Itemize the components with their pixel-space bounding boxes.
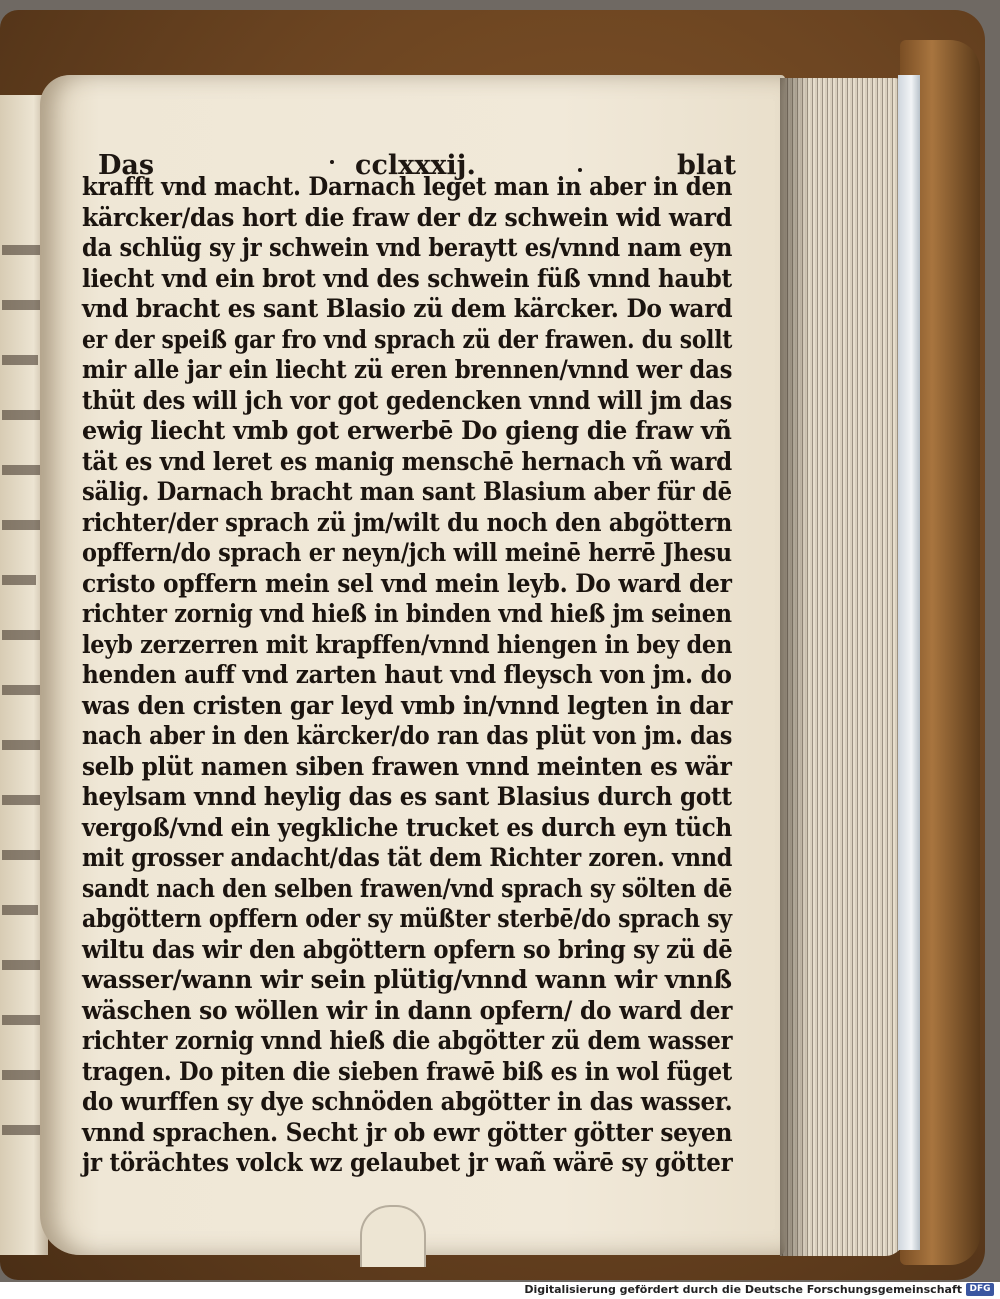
text-line: was den cristen gar leyd vmb in/vnnd legten in dar — [82, 690, 733, 720]
text-line: vnnd sprachen. Secht jr ob ewr götter götter seyen — [82, 1117, 733, 1147]
text-line: sandt nach den selben frawen/vnd sprach sy sölten dē — [82, 873, 733, 903]
text-line: nach aber in den kärcker/do ran das plüt von jm. das — [82, 721, 733, 750]
text-line: mir alle jar ein liecht zü eren brennen/vnnd wer das — [82, 355, 733, 384]
text-line: tragen. Do piten die sieben frawē biß es in wol füget — [82, 1056, 732, 1086]
text-line: krafft vnd macht. Darnach leget man in aber in den — [82, 172, 733, 201]
text-line: cristo opffern mein sel vnd mein leyb. Do ward der — [82, 568, 732, 598]
text-line: er der speiß gar fro vnd sprach zü der frawen. du sollt — [82, 324, 733, 354]
running-head-right: blat — [677, 150, 737, 181]
page-clip — [360, 1205, 426, 1267]
text-line: do wurffen sy dye schnöden abgötter in das wasser. — [82, 1087, 733, 1116]
text-line: vnd bracht es sant Blasio zü dem kärcker. Do ward — [82, 294, 733, 323]
text-line: richter zornig vnnd hieß die abgötter zü dem wasser — [82, 1026, 733, 1055]
text-line: mit grosser andacht/das tät dem Richter zoren. vnnd — [82, 843, 733, 872]
text-line: kärcker/das hort die fraw der dz schwein wid ward — [82, 202, 732, 232]
text-line: selb plüt namen siben frawen vnnd meinten es wär — [82, 751, 732, 781]
text-line: tät es vnd leret es manig menschē hernach vñ ward — [82, 446, 732, 476]
page-gutter-shadow — [780, 78, 810, 1256]
text-line: wäschen so wöllen wir in dann opfern/ do ward der — [82, 995, 733, 1025]
text-line: opffern/do sprach er neyn/jch will meinē herrē Jhesu — [82, 538, 732, 567]
running-head-left: Das — [98, 150, 155, 181]
text-line: heylsam vnnd heylig das es sant Blasius durch gott — [82, 782, 732, 811]
text-line: wiltu das wir den abgöttern opfern so bring sy zü dē — [82, 934, 733, 964]
text-line: jr törächtes volck wz gelaubet jr wañ wärē sy götter — [82, 1148, 733, 1177]
text-line: da schlüg sy jr schwein vnd beraytt es/vnnd nam eyn — [82, 233, 733, 262]
funding-credit: Digitalisierung gefördert durch die Deutsche Forschungsgemeinschaft — [524, 1283, 962, 1296]
text-line: vergoß/vnd ein yegkliche trucket es durch eyn tüch — [82, 812, 732, 842]
page-text-block — [82, 172, 742, 1179]
endpaper — [898, 75, 920, 1250]
header-ornament-dot — [330, 160, 334, 164]
text-line: leyb zerzerren mit krapffen/vnnd hiengen in bey den — [82, 629, 733, 659]
text-line: henden auff vnd zarten haut vnd fleysch von jm. do — [82, 660, 732, 689]
text-line: richter/der sprach zü jm/wilt du noch den abgöttern — [82, 507, 733, 537]
text-line: richter zornig vnd hieß in binden vnd hieß jm seinen — [82, 599, 732, 628]
folio-number: cclxxxij. — [355, 150, 476, 181]
text-line: sälig. Darnach bracht man sant Blasium aber für dē — [82, 477, 732, 506]
text-line: abgöttern opffern oder sy müßter sterbē/do sprach sy — [82, 904, 732, 933]
text-line: ewig liecht vmb got erwerbē Do gieng die fraw vñ — [82, 416, 732, 445]
text-line: wasser/wann wir sein plütig/vnnd wann wir vnnß — [82, 965, 732, 994]
text-line: thüt des will jch vor got gedencken vnnd will jm das — [82, 385, 733, 415]
dfg-logo: DFG — [966, 1283, 994, 1296]
text-line: liecht vnd ein brot vnd des schwein füß vnnd haubt — [82, 263, 732, 293]
